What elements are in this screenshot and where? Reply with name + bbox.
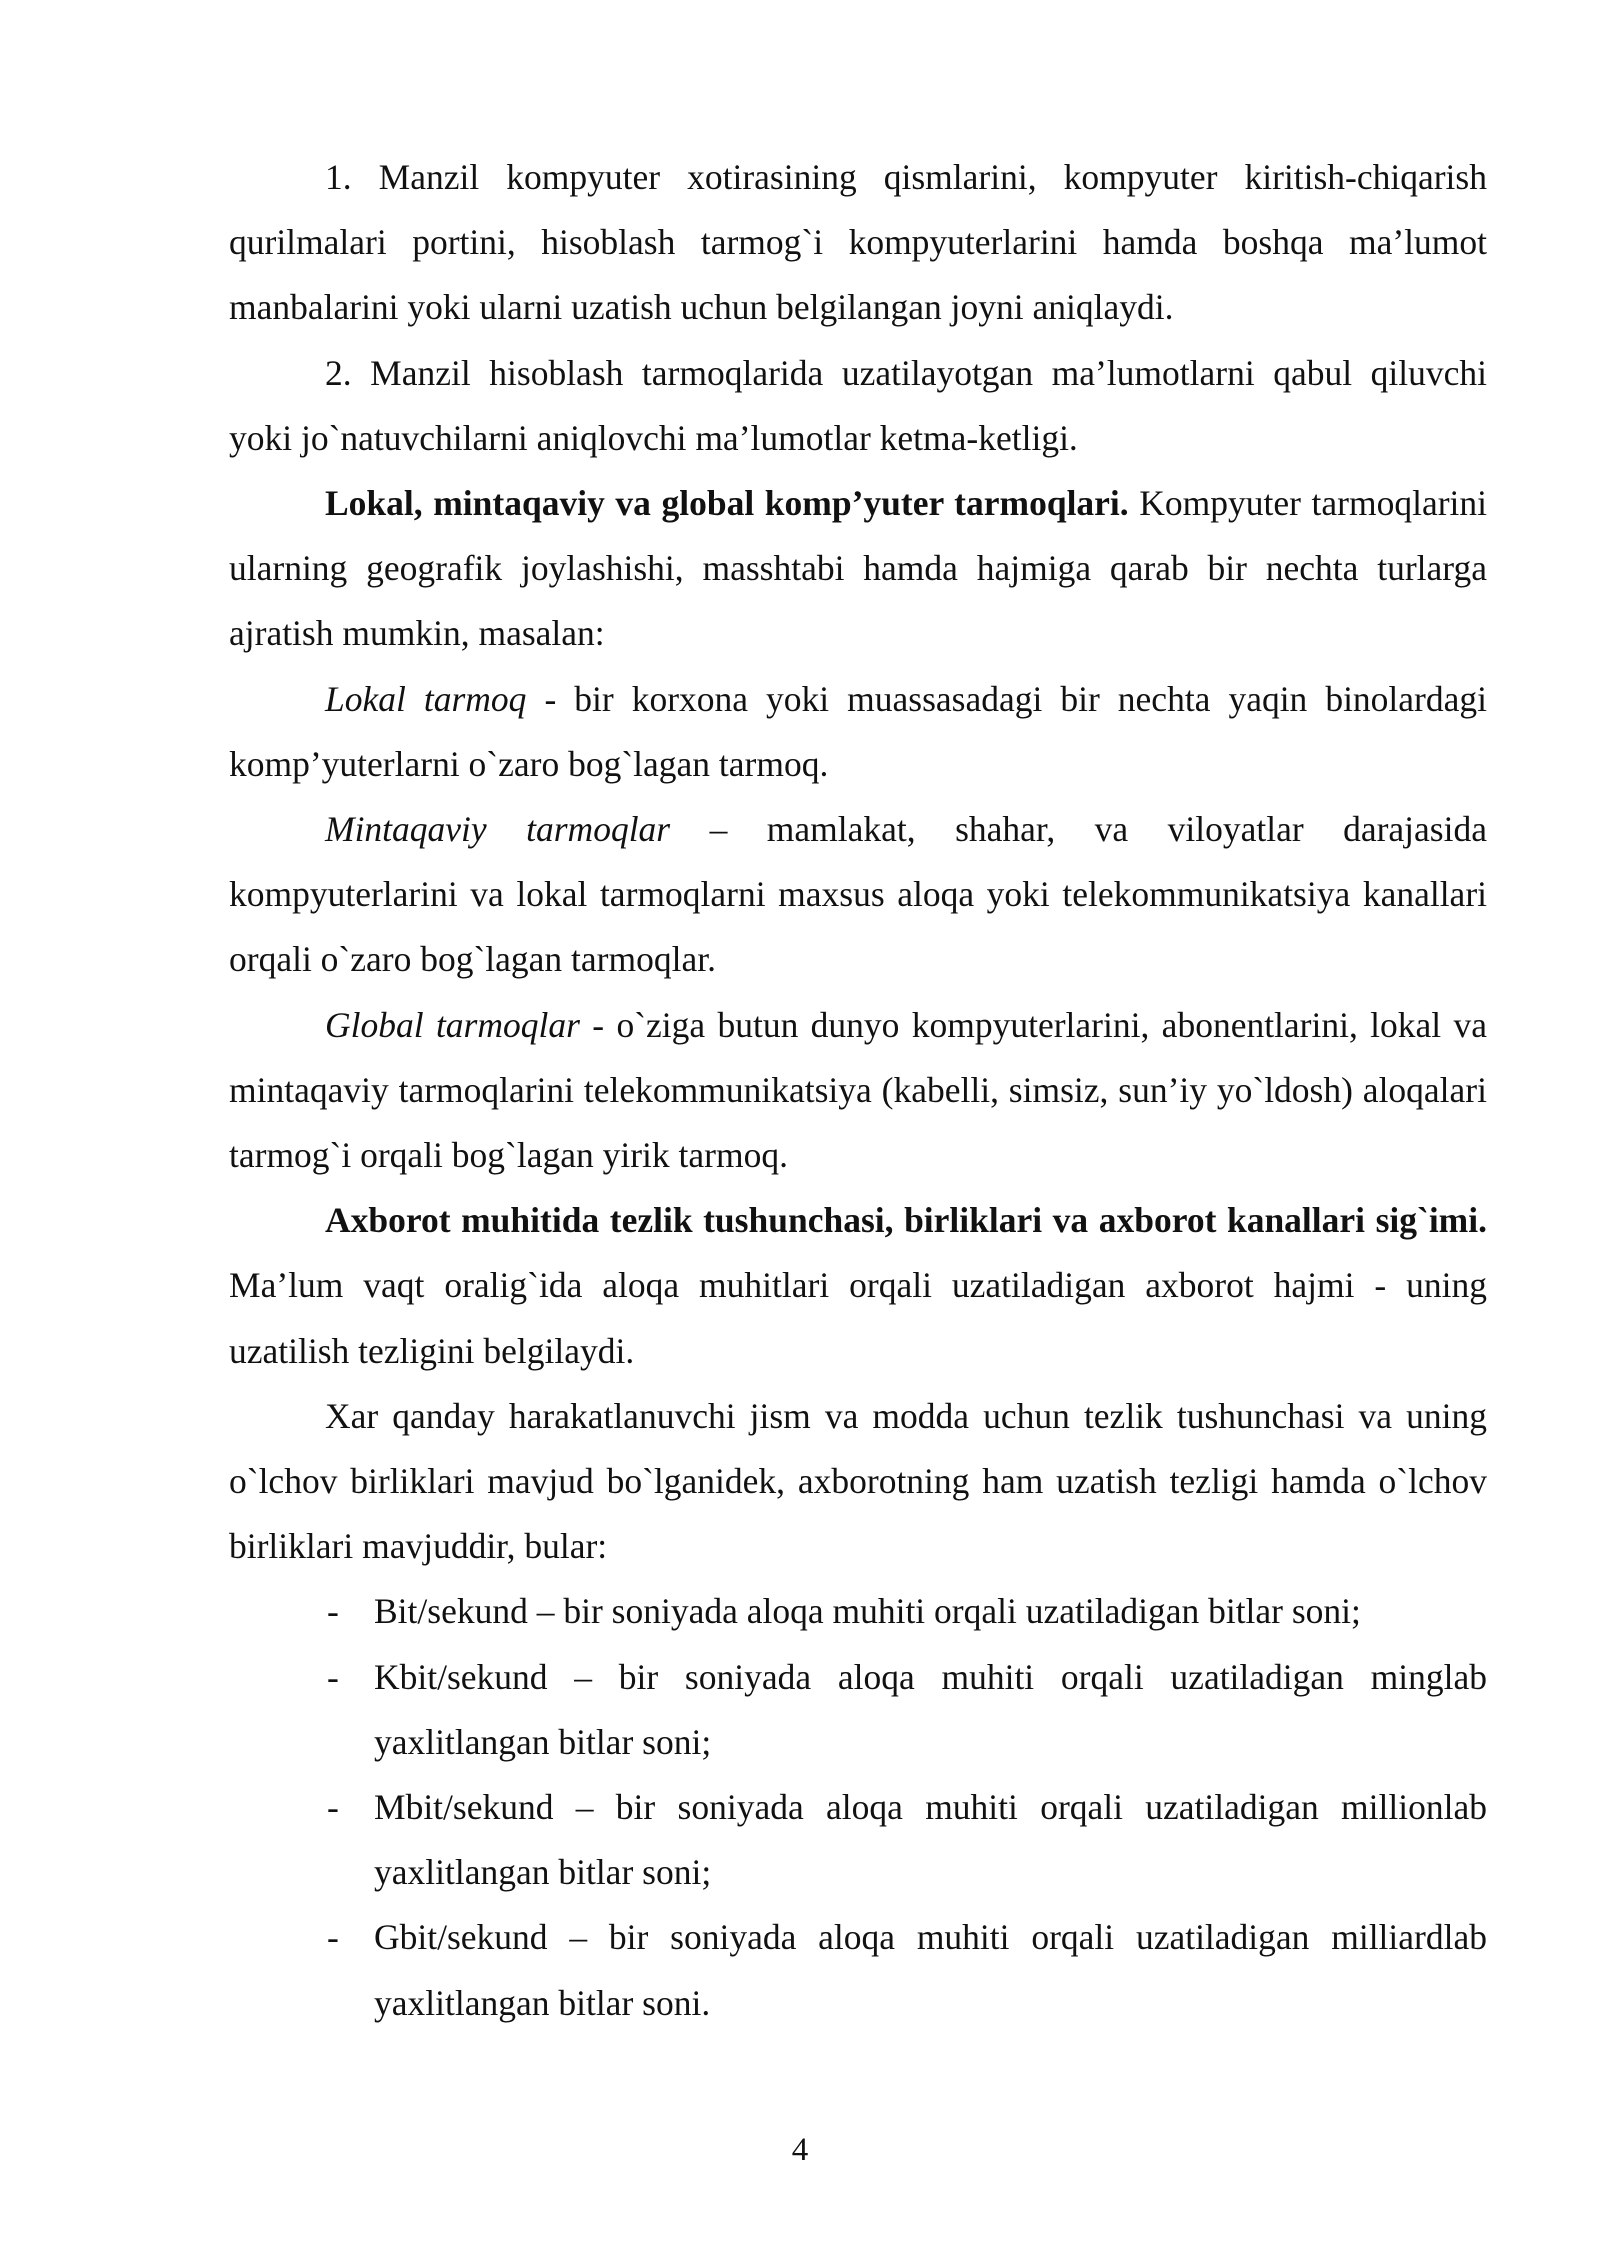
list-item-text: Mbit/sekund – bir soniyada aloqa muhiti orqali uzatiladigan millionlab yaxlitlangan bitlar soni; (374, 1787, 1487, 1893)
list-dash: - (327, 1591, 339, 1632)
paragraph-text: Ma’lum vaqt oralig`ida aloqa muhitlari orqali uzatiladigan axborot hajmi - uning uzatilish tezligini belgilaydi. (229, 1265, 1487, 1371)
term-local-network: Lokal tarmoq (325, 678, 527, 719)
list-item (229, 1579, 1487, 1644)
list-dash: - (327, 1656, 339, 1697)
list-dash: - (327, 1917, 339, 1958)
list-item (229, 1905, 1487, 2035)
list-item (229, 1775, 1487, 1905)
page-number: 4 (791, 2132, 809, 2168)
paragraph-local-network (229, 667, 1487, 797)
paragraph-text: Kompyuter tarmoqlarini ularning geografik joylashishi, masshtabi hamda hajmiga qarab bir nechta turlarga ajratish mumkin, masalan: (229, 483, 1487, 654)
term-global-network: Global tarmoqlar (325, 1004, 580, 1045)
document-page (229, 145, 1487, 2036)
list-item-text: Bit/sekund – bir soniyada aloqa muhiti orqali uzatiladigan bitlar soni; (374, 1591, 1361, 1632)
list-dash: - (327, 1787, 339, 1828)
paragraph-address-2: 2. Manzil hisoblash tarmoqlarida uzatilayotgan ma’lumotlarni qabul qiluvchi yoki jo`natuvchilarni aniqlovchi ma’lumotlar ketma-ketligi. (229, 352, 1487, 458)
section-heading-speed-units: Axborot muhitida tezlik tushunchasi, birliklari va axborot kanallari sig`imi. (325, 1200, 1487, 1241)
paragraph-text: - o`ziga butun dunyo kompyuterlarini, abonentlarini, lokal va mintaqaviy tarmoqlarini telekommunikatsiya (kabelli, simsiz, sun’iy yo`ldosh) aloqalari tarmog`i orqali bog`lagan yirik tarmoq. (229, 1004, 1488, 1176)
list-item (229, 1645, 1487, 1775)
paragraph-global-network (229, 993, 1487, 1189)
paragraph-regional-network (229, 797, 1487, 993)
speed-units-list (229, 1579, 1487, 2035)
paragraph-speed-intro: Xar qanday harakatlanuvchi jism va modda uchun tezlik tushunchasi va uning o`lchov birliklari mavjud bo`lganidek, axborotning ham uzatish tezligi hamda o`lchov birliklari mavjuddir, bular: (229, 1395, 1487, 1567)
paragraph-text: - bir korxona yoki muassasadagi bir nechta yaqin binolardagi komp’yuterlarni o`zaro bog`lagan tarmoq. (229, 678, 1487, 784)
paragraph-text: – mamlakat, shahar, va viloyatlar darajasida kompyuterlarini va lokal tarmoqlarni maxsus aloqa yoki telekommunikatsiya kanallari orqali o`zaro bog`lagan tarmoqlar. (229, 809, 1487, 980)
paragraph-address-1: 1. Manzil kompyuter xotirasining qismlarini, kompyuter kiritish-chiqarish qurilmalari portini, hisoblash tarmog`i kompyuterlarini hamda boshqa ma’lumot manbalarini yoki ularni uzatish uchun belgilangan joyni aniqlaydi. (229, 157, 1487, 328)
section-heading-network-types: Lokal, mintaqaviy va global komp’yuter tarmoqlari. (325, 483, 1129, 524)
list-item-text: Gbit/sekund – bir soniyada aloqa muhiti orqali uzatiladigan milliardlab yaxlitlangan bitlar soni. (374, 1917, 1487, 2023)
paragraph-speed-units (229, 1188, 1487, 1384)
term-regional-network: Mintaqaviy tarmoqlar (325, 809, 671, 850)
list-item-text: Kbit/sekund – bir soniyada aloqa muhiti orqali uzatiladigan minglab yaxlitlangan bitlar soni; (374, 1656, 1487, 1762)
paragraph-network-types (229, 471, 1487, 667)
